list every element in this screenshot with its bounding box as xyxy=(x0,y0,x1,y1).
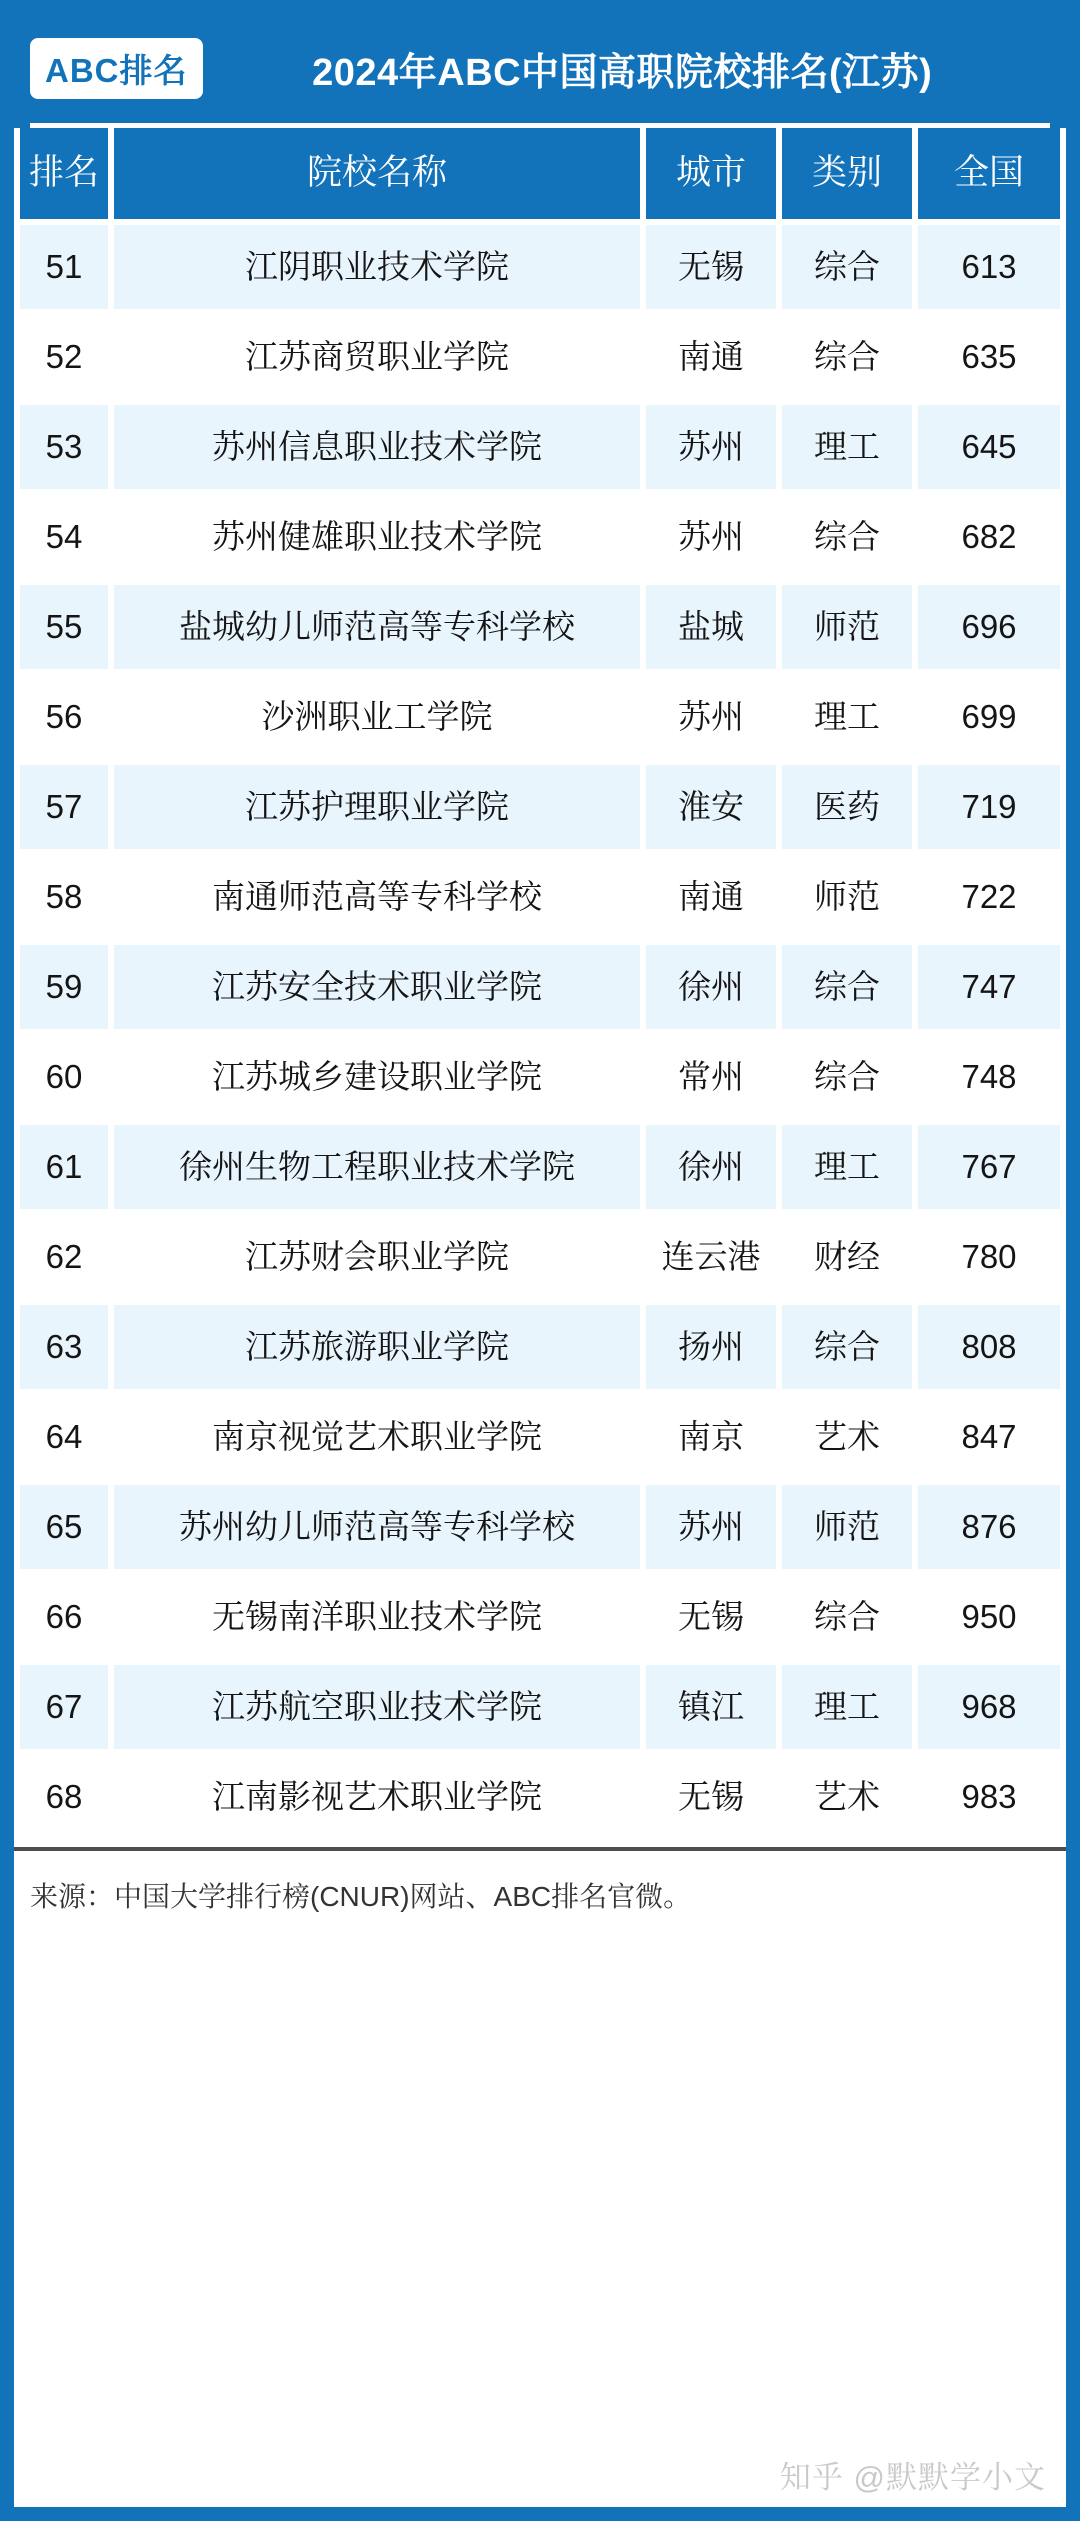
cell-city: 无锡 xyxy=(646,1575,776,1659)
cell-national-rank: 747 xyxy=(918,945,1060,1029)
col-header-school-name: 院校名称 xyxy=(114,128,640,219)
cell-school-name: 江苏财会职业学院 xyxy=(114,1215,640,1299)
cell-city: 苏州 xyxy=(646,495,776,579)
cell-category: 综合 xyxy=(782,945,912,1029)
cell-city: 常州 xyxy=(646,1035,776,1119)
cell-school-name: 江南影视艺术职业学院 xyxy=(114,1755,640,1839)
cell-rank: 58 xyxy=(20,855,108,939)
cell-rank: 65 xyxy=(20,1485,108,1569)
cell-national-rank: 719 xyxy=(918,765,1060,849)
cell-school-name: 苏州健雄职业技术学院 xyxy=(114,495,640,579)
cell-category: 师范 xyxy=(782,585,912,669)
cell-category: 综合 xyxy=(782,1575,912,1659)
cell-national-rank: 847 xyxy=(918,1395,1060,1479)
cell-school-name: 江苏航空职业技术学院 xyxy=(114,1665,640,1749)
cell-school-name: 江苏护理职业学院 xyxy=(114,765,640,849)
cell-national-rank: 696 xyxy=(918,585,1060,669)
cell-school-name: 南通师范高等专科学校 xyxy=(114,855,640,939)
col-header-rank: 排名 xyxy=(20,128,108,219)
cell-category: 综合 xyxy=(782,1305,912,1389)
cell-city: 徐州 xyxy=(646,945,776,1029)
table-row xyxy=(20,225,1060,309)
cell-rank: 52 xyxy=(20,315,108,399)
cell-city: 无锡 xyxy=(646,1755,776,1839)
cell-rank: 51 xyxy=(20,225,108,309)
table-row xyxy=(20,405,1060,489)
cell-category: 理工 xyxy=(782,1125,912,1209)
table-row xyxy=(20,765,1060,849)
cell-category: 医药 xyxy=(782,765,912,849)
table-row xyxy=(20,1035,1060,1119)
cell-school-name: 江苏安全技术职业学院 xyxy=(114,945,640,1029)
cell-national-rank: 682 xyxy=(918,495,1060,579)
cell-city: 连云港 xyxy=(646,1215,776,1299)
cell-city: 苏州 xyxy=(646,405,776,489)
cell-national-rank: 876 xyxy=(918,1485,1060,1569)
table-row xyxy=(20,675,1060,759)
table-row xyxy=(20,855,1060,939)
cell-category: 艺术 xyxy=(782,1395,912,1479)
col-header-national-rank: 全国 xyxy=(918,128,1060,219)
cell-national-rank: 699 xyxy=(918,675,1060,759)
table-row xyxy=(20,585,1060,669)
cell-national-rank: 645 xyxy=(918,405,1060,489)
cell-national-rank: 722 xyxy=(918,855,1060,939)
cell-category: 师范 xyxy=(782,855,912,939)
cell-school-name: 苏州信息职业技术学院 xyxy=(114,405,640,489)
cell-school-name: 江苏旅游职业学院 xyxy=(114,1305,640,1389)
table-row xyxy=(20,1665,1060,1749)
cell-national-rank: 613 xyxy=(918,225,1060,309)
cell-rank: 59 xyxy=(20,945,108,1029)
col-header-city: 城市 xyxy=(646,128,776,219)
zhihu-watermark: 知乎 @默默学小文 xyxy=(779,2460,1046,2495)
cell-national-rank: 808 xyxy=(918,1305,1060,1389)
cell-national-rank: 780 xyxy=(918,1215,1060,1299)
cell-city: 苏州 xyxy=(646,1485,776,1569)
cell-city: 盐城 xyxy=(646,585,776,669)
cell-national-rank: 767 xyxy=(918,1125,1060,1209)
cell-city: 南通 xyxy=(646,315,776,399)
cell-category: 综合 xyxy=(782,315,912,399)
cell-rank: 62 xyxy=(20,1215,108,1299)
cell-school-name: 苏州幼儿师范高等专科学校 xyxy=(114,1485,640,1569)
col-header-category: 类别 xyxy=(782,128,912,219)
table-body xyxy=(20,219,1060,1839)
brand-row xyxy=(14,14,1066,123)
cell-category: 理工 xyxy=(782,405,912,489)
cell-category: 理工 xyxy=(782,675,912,759)
table-row xyxy=(20,1485,1060,1569)
cell-city: 徐州 xyxy=(646,1125,776,1209)
cell-city: 南京 xyxy=(646,1395,776,1479)
cell-city: 无锡 xyxy=(646,225,776,309)
cell-category: 师范 xyxy=(782,1485,912,1569)
cell-category: 理工 xyxy=(782,1665,912,1749)
table-row xyxy=(20,945,1060,1029)
cell-category: 艺术 xyxy=(782,1755,912,1839)
cell-school-name: 盐城幼儿师范高等专科学校 xyxy=(114,585,640,669)
cell-category: 综合 xyxy=(782,225,912,309)
cell-school-name: 江苏城乡建设职业学院 xyxy=(114,1035,640,1119)
cell-city: 南通 xyxy=(646,855,776,939)
masthead xyxy=(14,14,1066,128)
page-title: 2024年ABC中国高职院校排名(江苏) xyxy=(312,52,933,94)
cell-national-rank: 968 xyxy=(918,1665,1060,1749)
table-row xyxy=(20,1395,1060,1479)
table-row xyxy=(20,495,1060,579)
cell-school-name: 无锡南洋职业技术学院 xyxy=(114,1575,640,1659)
cell-rank: 68 xyxy=(20,1755,108,1839)
cell-city: 苏州 xyxy=(646,675,776,759)
cell-school-name: 江苏商贸职业学院 xyxy=(114,315,640,399)
table-row xyxy=(20,1215,1060,1299)
cell-category: 财经 xyxy=(782,1215,912,1299)
cell-city: 扬州 xyxy=(646,1305,776,1389)
cell-rank: 53 xyxy=(20,405,108,489)
cell-rank: 57 xyxy=(20,765,108,849)
cell-school-name: 江阴职业技术学院 xyxy=(114,225,640,309)
table-row xyxy=(20,1575,1060,1659)
table-row xyxy=(20,1755,1060,1839)
cell-rank: 56 xyxy=(20,675,108,759)
cell-rank: 54 xyxy=(20,495,108,579)
cell-national-rank: 950 xyxy=(918,1575,1060,1659)
cell-national-rank: 635 xyxy=(918,315,1060,399)
cell-city: 镇江 xyxy=(646,1665,776,1749)
cell-school-name: 徐州生物工程职业技术学院 xyxy=(114,1125,640,1209)
table-row xyxy=(20,1305,1060,1389)
cell-rank: 55 xyxy=(20,585,108,669)
table-header-row xyxy=(20,128,1060,219)
ranking-sheet xyxy=(14,14,1066,2507)
cell-national-rank: 748 xyxy=(918,1035,1060,1119)
cell-category: 综合 xyxy=(782,495,912,579)
cell-rank: 67 xyxy=(20,1665,108,1749)
cell-school-name: 南京视觉艺术职业学院 xyxy=(114,1395,640,1479)
cell-city: 淮安 xyxy=(646,765,776,849)
cell-national-rank: 983 xyxy=(918,1755,1060,1839)
cell-school-name: 沙洲职业工学院 xyxy=(114,675,640,759)
table-row xyxy=(20,1125,1060,1209)
table-row xyxy=(20,315,1060,399)
cell-rank: 61 xyxy=(20,1125,108,1209)
cell-rank: 63 xyxy=(20,1305,108,1389)
source-note: 来源：中国大学排行榜(CNUR)网站、ABC排名官微。 xyxy=(30,1881,692,1912)
abc-ranking-logo: ABC排名 xyxy=(30,38,203,99)
cell-rank: 66 xyxy=(20,1575,108,1659)
cell-rank: 60 xyxy=(20,1035,108,1119)
ranking-table xyxy=(14,128,1066,1839)
cell-rank: 64 xyxy=(20,1395,108,1479)
cell-category: 综合 xyxy=(782,1035,912,1119)
